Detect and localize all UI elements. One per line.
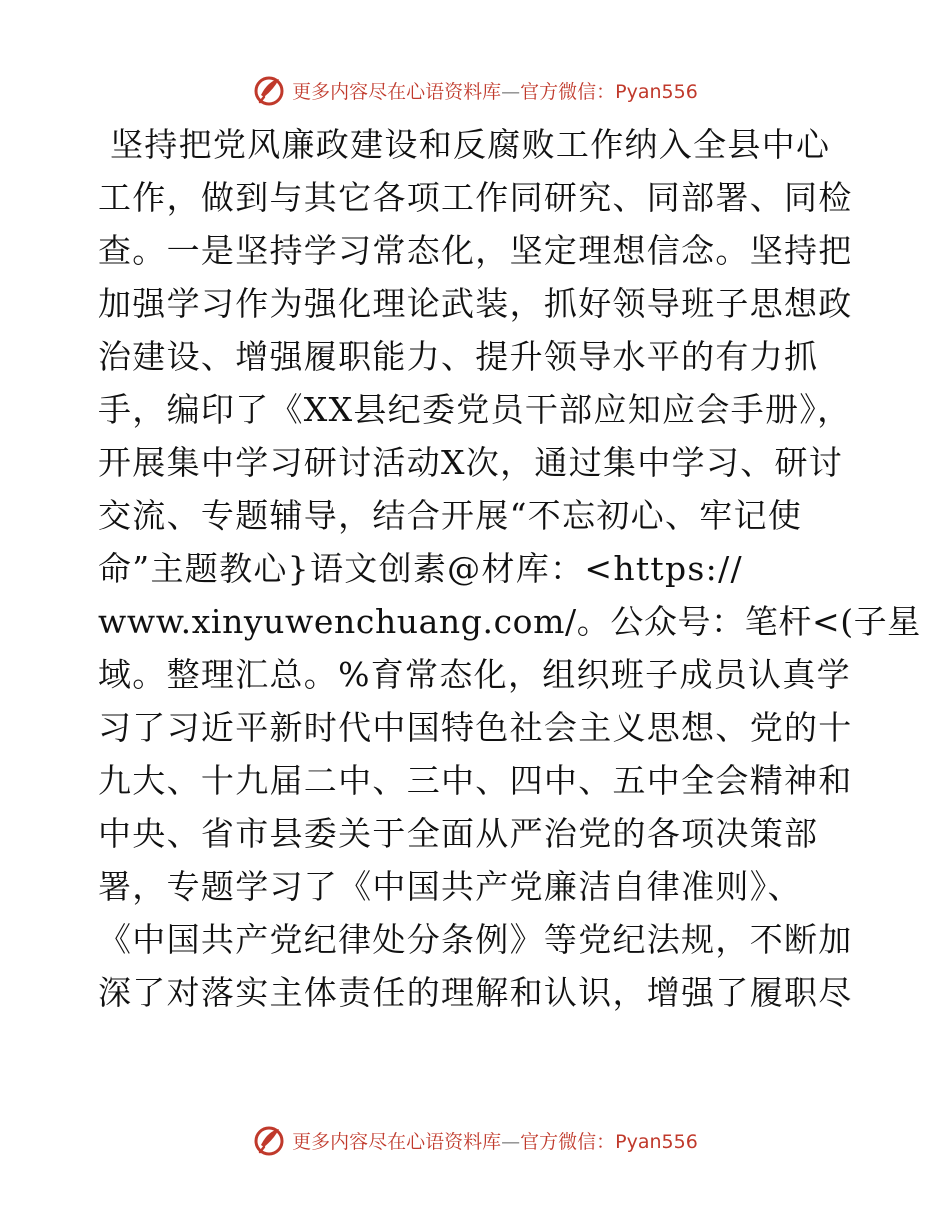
header-banner-text: 更多内容尽在心语资料库—官方微信：Pyan556 [292, 80, 698, 103]
body-line: 习了习近平新时代中国特色社会主义思想、党的十 [98, 708, 853, 747]
body-line: 九大、十九届二中、三中、四中、五中全会精神和 [98, 761, 853, 800]
footer-banner [0, 1120, 950, 1160]
footer-banner-text: 更多内容尽在心语资料库—官方微信：Pyan556 [292, 1130, 698, 1153]
body-line: 中央、省市县委关于全面从严治党的各项决策部 [98, 814, 819, 853]
body-line: 手，编印了《XX县纪委党员干部应知应会手册》， [98, 390, 852, 429]
body-line: www.xinyuwenchuang.com/。公众号：笔杆<(子星 [98, 602, 921, 641]
body-line: 治建设、增强履职能力、提升领导水平的有力抓 [98, 337, 819, 376]
body-line: 交流、专题辅导，结合开展“不忘初心、牢记使 [98, 496, 803, 535]
brand-logo-icon [252, 1123, 286, 1157]
body-line: 《中国共产党纪律处分条例》等党纪法规，不断加 [98, 920, 853, 959]
document-body [98, 118, 921, 1019]
body-line: 工作，做到与其它各项工作同研究、同部署、同检 [98, 178, 853, 217]
body-line: 坚持把党风廉政建设和反腐败工作纳入全县中心 [110, 125, 831, 164]
body-line: 加强学习作为强化理论武装，抓好领导班子思想政 [98, 284, 853, 323]
body-line: 查。一是坚持学习常态化，坚定理想信念。坚持把 [98, 231, 853, 270]
body-line: 命”主题教心}语文创素@材库：<https:// [98, 549, 743, 588]
body-line: 深了对落实主体责任的理解和认识，增强了履职尽 [98, 973, 853, 1012]
header-banner [0, 70, 950, 110]
body-line: 署，专题学习了《中国共产党廉洁自律准则》、 [98, 867, 802, 906]
body-line: 域。整理汇总。%育常态化，组织班子成员认真学 [98, 655, 851, 694]
brand-logo-icon [252, 73, 286, 107]
body-line: 开展集中学习研讨活动X次，通过集中学习、研讨 [98, 443, 844, 482]
